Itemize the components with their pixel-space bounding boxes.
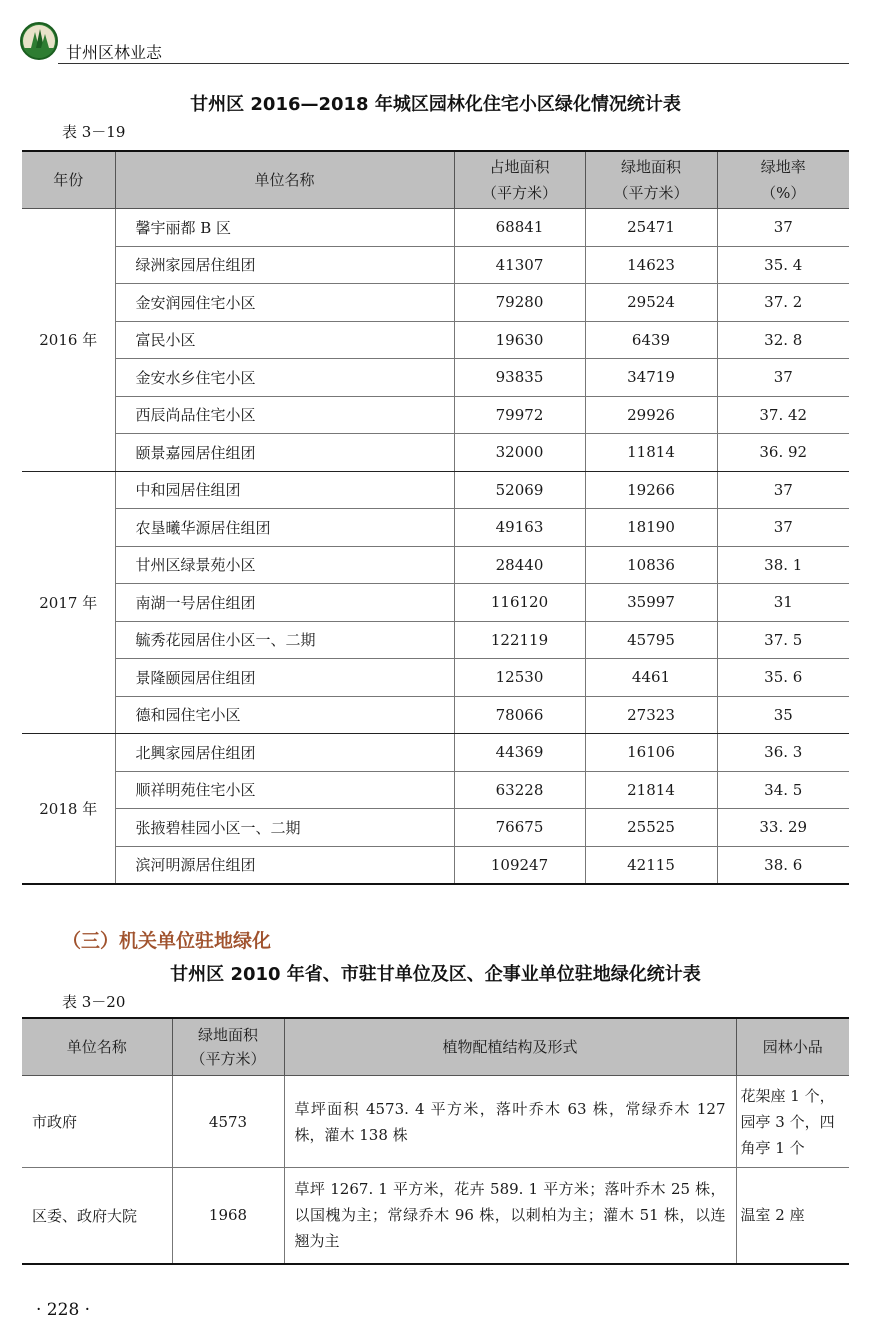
table-row xyxy=(22,509,849,547)
area-cell: 32000 xyxy=(454,434,585,472)
col-header-year: 年份 xyxy=(22,151,115,209)
table-3-20-title: 甘州区 2010 年省、市驻甘单位及区、企事业单位驻地绿化统计表 xyxy=(170,964,701,985)
green-area-cell: 25525 xyxy=(585,809,717,847)
area-cell: 44369 xyxy=(454,734,585,772)
col-header-unit-name: 单位名称 xyxy=(22,1018,172,1076)
green-rate-cell: 35. 6 xyxy=(717,659,849,697)
green-rate-cell: 36. 3 xyxy=(717,734,849,772)
green-area-cell: 4461 xyxy=(585,659,717,697)
table-3-20-number: 表 3－20 xyxy=(62,993,126,1011)
table-row xyxy=(22,621,849,659)
area-cell: 28440 xyxy=(454,546,585,584)
unit-name-cell: 中和园居住组团 xyxy=(115,471,454,509)
green-area-cell: 19266 xyxy=(585,471,717,509)
table-row xyxy=(22,1168,849,1264)
unit-name-cell: 景隆颐园居住组团 xyxy=(115,659,454,697)
table-row xyxy=(22,434,849,472)
table-3-19-number: 表 3－19 xyxy=(62,123,126,141)
table-header-row xyxy=(22,1018,849,1076)
unit-name-cell: 滨河明源居住组团 xyxy=(115,846,454,884)
green-area-cell: 11814 xyxy=(585,434,717,472)
book-title: 甘州区林业志 xyxy=(66,43,163,62)
year-cell: 2018 年 xyxy=(22,734,115,885)
table-3-19-title: 甘州区 2016—2018 年城区园林化住宅小区绿化情况统计表 xyxy=(190,94,681,115)
col-header-green: 绿地面积 （平方米） xyxy=(585,151,717,209)
green-area-cell: 21814 xyxy=(585,771,717,809)
col-header-green-area: 绿地面积 （平方米） xyxy=(172,1018,284,1076)
green-area-cell: 29926 xyxy=(585,396,717,434)
green-area-cell: 45795 xyxy=(585,621,717,659)
area-cell: 93835 xyxy=(454,359,585,397)
green-rate-cell: 37 xyxy=(717,509,849,547)
residential-greening-table xyxy=(22,150,849,885)
structure-cell: 草坪 1267. 1 平方米，花卉 589. 1 平方米；落叶乔木 25 株，以国槐为主；常绿乔木 96 株，以刺柏为主；灌木 51 株，以连翘为主 xyxy=(284,1168,736,1264)
unit-name-cell: 金安润园住宅小区 xyxy=(115,284,454,322)
unit-name-cell: 金安水乡住宅小区 xyxy=(115,359,454,397)
green-rate-cell: 34. 5 xyxy=(717,771,849,809)
col-header-area: 占地面积 （平方米） xyxy=(454,151,585,209)
green-rate-cell: 33. 29 xyxy=(717,809,849,847)
table-row xyxy=(22,471,849,509)
col-header-structure: 植物配植结构及形式 xyxy=(284,1018,736,1076)
table-row xyxy=(22,846,849,884)
year-cell: 2017 年 xyxy=(22,471,115,734)
table-row xyxy=(22,209,849,247)
area-cell: 12530 xyxy=(454,659,585,697)
unit-name-cell: 毓秀花园居住小区一、二期 xyxy=(115,621,454,659)
green-area-cell: 29524 xyxy=(585,284,717,322)
green-rate-cell: 37. 2 xyxy=(717,284,849,322)
unit-name-cell: 张掖碧桂园小区一、二期 xyxy=(115,809,454,847)
section-heading: （三）机关单位驻地绿化 xyxy=(62,930,272,952)
features-cell: 温室 2 座 xyxy=(736,1168,849,1264)
area-cell: 52069 xyxy=(454,471,585,509)
col-header-features: 园林小品 xyxy=(736,1018,849,1076)
green-rate-cell: 37. 5 xyxy=(717,621,849,659)
office-greening-table xyxy=(22,1017,849,1265)
table-row xyxy=(22,321,849,359)
green-area-cell: 6439 xyxy=(585,321,717,359)
area-cell: 79280 xyxy=(454,284,585,322)
year-cell: 2016 年 xyxy=(22,209,115,472)
table-row xyxy=(22,809,849,847)
green-rate-cell: 38. 6 xyxy=(717,846,849,884)
header-divider xyxy=(58,63,849,64)
green-rate-cell: 35. 4 xyxy=(717,246,849,284)
area-cell: 41307 xyxy=(454,246,585,284)
table-row xyxy=(22,396,849,434)
table-row xyxy=(22,546,849,584)
unit-name-cell: 西辰尚品住宅小区 xyxy=(115,396,454,434)
area-cell: 122119 xyxy=(454,621,585,659)
table-row xyxy=(22,284,849,322)
green-rate-cell: 36. 92 xyxy=(717,434,849,472)
unit-name-cell: 绿洲家园居住组团 xyxy=(115,246,454,284)
unit-name-cell: 甘州区绿景苑小区 xyxy=(115,546,454,584)
unit-name-cell: 市政府 xyxy=(22,1076,172,1168)
green-area-cell: 4573 xyxy=(172,1076,284,1168)
green-rate-cell: 38. 1 xyxy=(717,546,849,584)
area-cell: 68841 xyxy=(454,209,585,247)
green-area-cell: 18190 xyxy=(585,509,717,547)
green-area-cell: 10836 xyxy=(585,546,717,584)
green-area-cell: 14623 xyxy=(585,246,717,284)
unit-name-cell: 馨宇丽都 B 区 xyxy=(115,209,454,247)
area-cell: 49163 xyxy=(454,509,585,547)
table-row xyxy=(22,246,849,284)
structure-cell: 草坪面积 4573. 4 平方米，落叶乔木 63 株，常绿乔木 127 株，灌木 138 株 xyxy=(284,1076,736,1168)
area-cell: 116120 xyxy=(454,584,585,622)
green-rate-cell: 37 xyxy=(717,209,849,247)
green-area-cell: 35997 xyxy=(585,584,717,622)
table-row xyxy=(22,584,849,622)
forest-logo-icon xyxy=(20,22,58,60)
table-row xyxy=(22,696,849,734)
table-row xyxy=(22,659,849,697)
green-rate-cell: 35 xyxy=(717,696,849,734)
table-row xyxy=(22,359,849,397)
unit-name-cell: 南湖一号居住组团 xyxy=(115,584,454,622)
table-row xyxy=(22,734,849,772)
unit-name-cell: 富民小区 xyxy=(115,321,454,359)
green-area-cell: 25471 xyxy=(585,209,717,247)
table-row xyxy=(22,771,849,809)
green-rate-cell: 31 xyxy=(717,584,849,622)
green-area-cell: 16106 xyxy=(585,734,717,772)
green-rate-cell: 37. 42 xyxy=(717,396,849,434)
green-rate-cell: 37 xyxy=(717,359,849,397)
page-number: · 228 · xyxy=(36,1300,91,1320)
green-rate-cell: 32. 8 xyxy=(717,321,849,359)
area-cell: 63228 xyxy=(454,771,585,809)
unit-name-cell: 颐景嘉园居住组团 xyxy=(115,434,454,472)
area-cell: 76675 xyxy=(454,809,585,847)
green-area-cell: 27323 xyxy=(585,696,717,734)
unit-name-cell: 德和园住宅小区 xyxy=(115,696,454,734)
page-header xyxy=(0,0,871,66)
area-cell: 79972 xyxy=(454,396,585,434)
area-cell: 109247 xyxy=(454,846,585,884)
area-cell: 78066 xyxy=(454,696,585,734)
features-cell: 花架座 1 个，园亭 3 个，四角亭 1 个 xyxy=(736,1076,849,1168)
unit-name-cell: 区委、政府大院 xyxy=(22,1168,172,1264)
green-area-cell: 34719 xyxy=(585,359,717,397)
green-area-cell: 1968 xyxy=(172,1168,284,1264)
col-header-rate: 绿地率 （%） xyxy=(717,151,849,209)
col-header-name: 单位名称 xyxy=(115,151,454,209)
table-row xyxy=(22,1076,849,1168)
unit-name-cell: 农垦曦华源居住组团 xyxy=(115,509,454,547)
area-cell: 19630 xyxy=(454,321,585,359)
unit-name-cell: 北興家园居住组团 xyxy=(115,734,454,772)
green-area-cell: 42115 xyxy=(585,846,717,884)
unit-name-cell: 顺祥明苑住宅小区 xyxy=(115,771,454,809)
table-header-row xyxy=(22,151,849,209)
green-rate-cell: 37 xyxy=(717,471,849,509)
